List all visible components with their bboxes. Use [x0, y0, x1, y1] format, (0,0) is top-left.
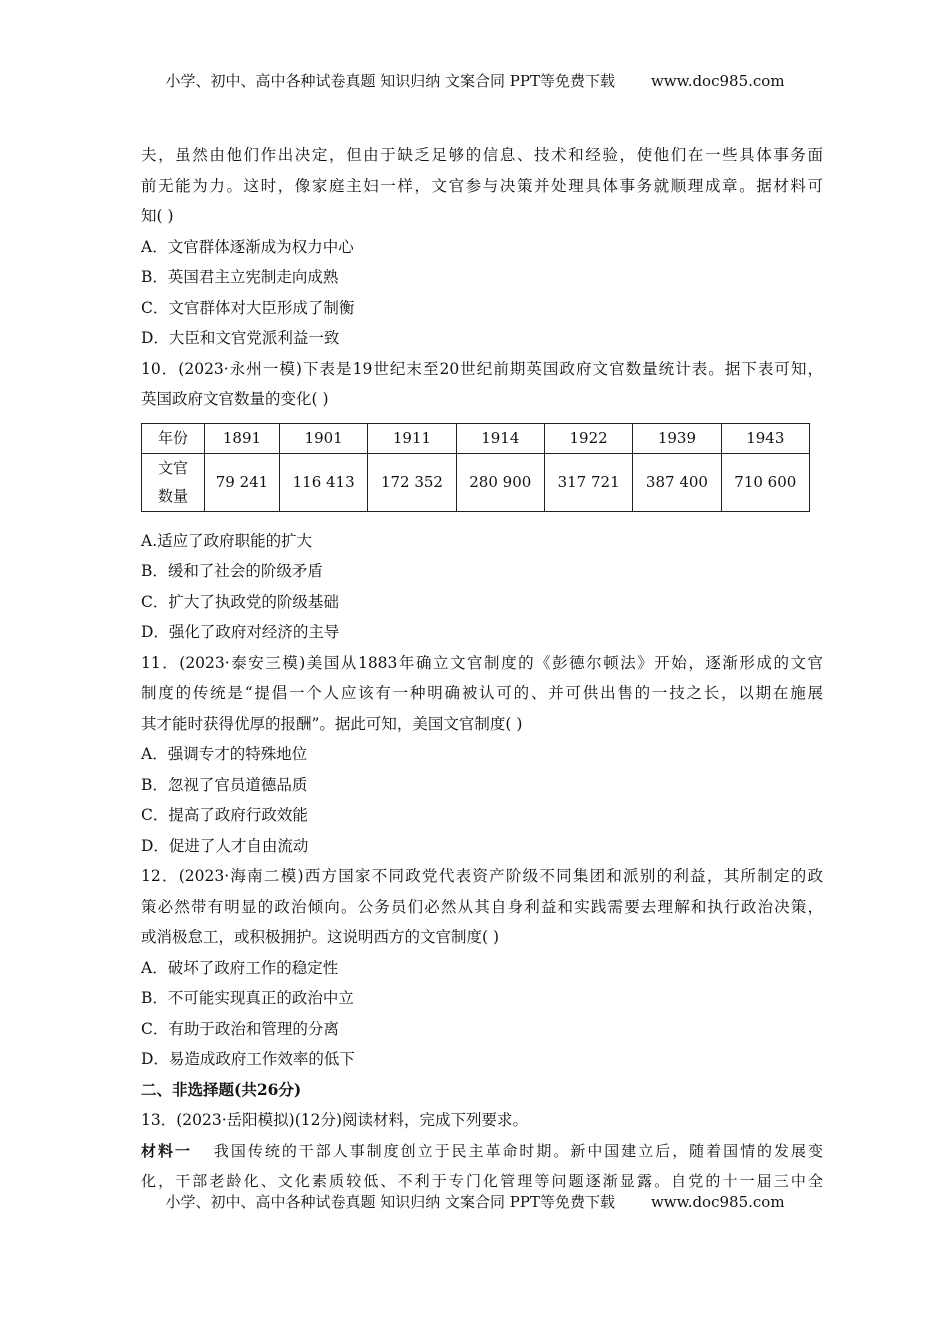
- table-cell-count: 79 241: [205, 453, 280, 511]
- question-11-line: 制度的传统是“提倡一个人应该有一种明确被认可的、并可供出售的一技之长，以期在施展: [141, 684, 823, 702]
- question-11-line: 11．(2023·泰安三模)美国从1883年确立文官制度的《彭德尔顿法》开始，逐渐形成的文官: [141, 653, 823, 672]
- option-a: A．破坏了政府工作的稳定性: [141, 958, 339, 977]
- question-9-line: 前无能为力。这时，像家庭主妇一样，文官参与决策并处理具体事务就顺理成章。据材料可: [141, 176, 823, 195]
- table-cell-year: 1943: [721, 423, 809, 453]
- table-cell-count: 280 900: [456, 453, 544, 511]
- table-cell-year: 1939: [633, 423, 721, 453]
- question-11: [141, 648, 823, 862]
- option-a: A．强调专才的特殊地位: [141, 745, 308, 763]
- table-cell-year: 1914: [456, 423, 544, 453]
- question-9-line: 夫，虽然由他们作出决定，但由于缺乏足够的信息、技术和经验，使他们在一些具体事务面: [141, 146, 823, 164]
- option-d: D．易造成政府工作效率的低下: [141, 1050, 355, 1068]
- table-cell-count: 172 352: [368, 453, 456, 511]
- header-text: 小学、初中、高中各种试卷真题 知识归纳 文案合同 PPT等免费下载: [165, 72, 615, 90]
- question-10-line: 英国政府文官数量的变化( ): [141, 390, 329, 408]
- table-cell-count: 317 721: [544, 453, 632, 511]
- table-cell-count: 710 600: [721, 453, 809, 511]
- option-a: A．文官群体逐渐成为权力中心: [141, 237, 354, 256]
- page-footer: [0, 1191, 950, 1212]
- footer-site-link[interactable]: www.doc985.com: [650, 1193, 785, 1211]
- table-header-count: [142, 453, 205, 511]
- option-b: B．缓和了社会的阶级矛盾: [141, 562, 323, 580]
- option-b: B．忽视了官员道德品质: [141, 775, 308, 794]
- document-body: [141, 140, 823, 1197]
- table-row-years: [142, 423, 810, 453]
- material-label: 材料一: [141, 1141, 192, 1160]
- table-header-year: 年份: [142, 423, 205, 453]
- question-12: [141, 861, 823, 1075]
- table-cell-count: 116 413: [279, 453, 367, 511]
- option-c: C．扩大了执政党的阶级基础: [141, 592, 339, 611]
- question-10-line: 10．(2023·永州一模)下表是19世纪末至20世纪前期英国政府文官数量统计表。据下表可知，: [141, 359, 823, 378]
- table-cell-year: 1891: [205, 423, 280, 453]
- question-13-line: 13．(2023·岳阳模拟)(12分)阅读材料，完成下列要求。: [141, 1111, 529, 1129]
- page-header: [0, 70, 950, 91]
- option-a: A.适应了政府职能的扩大: [141, 531, 313, 550]
- question-9-line: 知( ): [141, 207, 174, 225]
- option-b: B．不可能实现真正的政治中立: [141, 989, 354, 1007]
- civil-servant-table: [141, 423, 810, 512]
- material-text: 我国传统的干部人事制度创立于民主革命时期。新中国建立后，随着国情的发展变: [213, 1141, 823, 1160]
- option-b: B．英国君主立宪制走向成熟: [141, 268, 339, 286]
- table-row-counts: [142, 453, 810, 511]
- question-11-line: 其才能时获得优厚的报酬”。据此可知，美国文官制度( ): [141, 714, 523, 733]
- table-cell-year: 1922: [544, 423, 632, 453]
- header-site-link[interactable]: www.doc985.com: [650, 72, 785, 90]
- question-12-line: 策必然带有明显的政治倾向。公务员们必然从其自身利益和实践需要去理解和执行政治决策，: [141, 897, 823, 916]
- question-12-line: 或消极怠工，或积极拥护。这说明西方的文官制度( ): [141, 928, 500, 946]
- question-9: [141, 140, 823, 354]
- option-d: D．促进了人才自由流动: [141, 836, 309, 855]
- table-cell-year: 1911: [368, 423, 456, 453]
- option-c: C．文官群体对大臣形成了制衡: [141, 298, 355, 317]
- table-cell-year: 1901: [279, 423, 367, 453]
- question-12-line: 12．(2023·海南二模)西方国家不同政党代表资产阶级不同集团和派别的利益，其所制定的政: [141, 867, 823, 885]
- option-d: D．强化了政府对经济的主导: [141, 623, 340, 641]
- section-title: 二、非选择题(共26分): [141, 1079, 302, 1099]
- question-10: [141, 354, 823, 648]
- material-one-line: 化，干部老龄化、文化素质较低、不利于专门化管理等问题逐渐显露。自党的十一届三中全: [141, 1172, 823, 1190]
- table-header-count-line1: 文官: [157, 459, 188, 477]
- table-cell-count: 387 400: [633, 453, 721, 511]
- material-one-line: [141, 1136, 823, 1167]
- question-13: [141, 1105, 823, 1197]
- table-header-count-line2: 数量: [157, 487, 188, 505]
- option-c: C．有助于政治和管理的分离: [141, 1019, 339, 1038]
- option-c: C．提高了政府行政效能: [141, 806, 308, 824]
- option-d: D．大臣和文官党派利益一致: [141, 329, 340, 347]
- footer-text: 小学、初中、高中各种试卷真题 知识归纳 文案合同 PPT等免费下载: [165, 1193, 615, 1211]
